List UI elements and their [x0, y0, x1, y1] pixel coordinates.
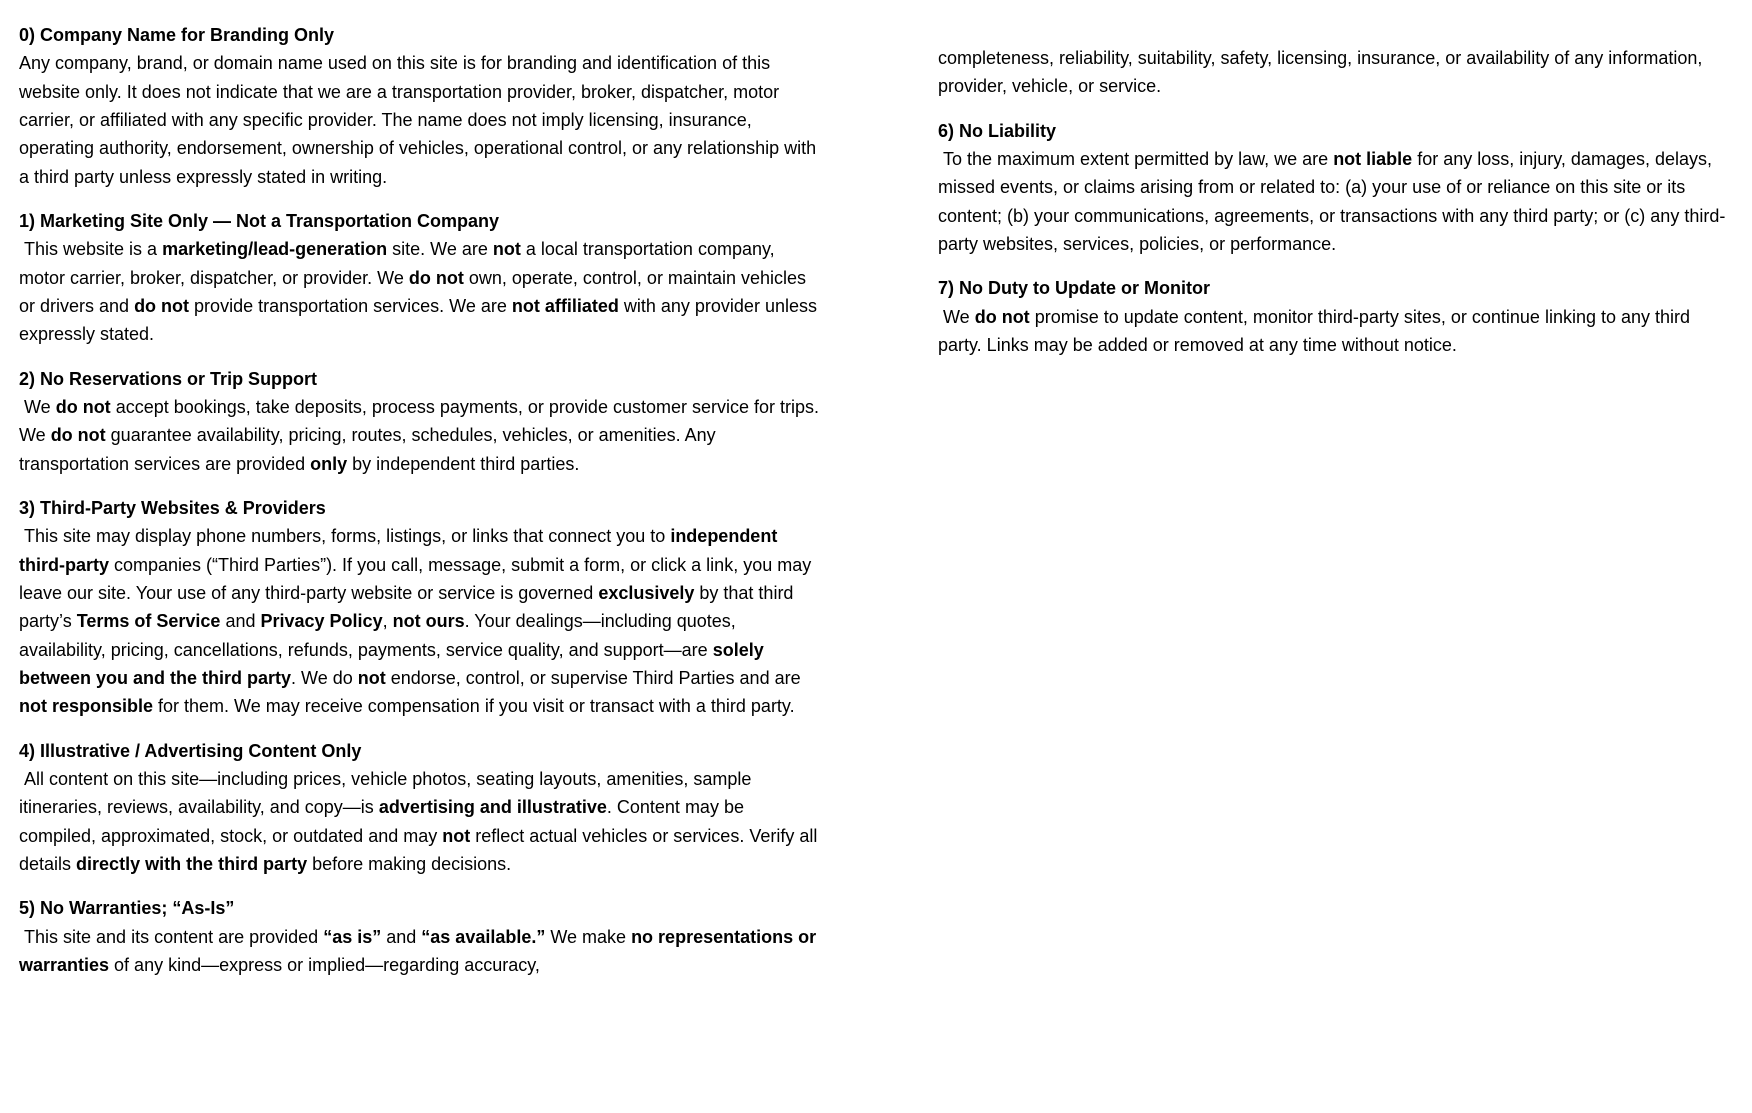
body-text: We [938, 306, 975, 327]
body-text: reflect actual vehicles or services. Verify all details [19, 825, 823, 874]
body-text: site. We are [387, 239, 493, 260]
body-text: completeness, reliability, suitability, safety, licensing, insurance, or availability of any information, provider, vehicle, or service. [938, 48, 1708, 97]
section-heading: 6) No Liability [938, 120, 1057, 141]
emphasized-text: “as available.” [421, 926, 546, 947]
body-text: and [381, 926, 422, 947]
body-text: promise to update content, monitor third-party sites, or continue linking to any third party. Links may be added or removed at any time without notice. [938, 306, 1696, 355]
body-text: To the maximum extent permitted by law, we are [938, 148, 1334, 169]
section-1-marketing-site-only [19, 207, 823, 349]
emphasized-text: not responsible [19, 696, 154, 717]
section-heading: 0) Company Name for Branding Only [19, 25, 335, 45]
body-text: Any company, brand, or domain name used on this site is for branding and identification of this website only. It does not indicate that we are a transportation provider, broker, dispatcher, motor carrier, or affiliated with any specific provider. The name does not imply licensing, insurance, operating authority, endorsement, ownership of vehicles, operational control, or any relationship with a third party unless expressly stated in writing. [19, 53, 822, 187]
body-text: All content on this site—including prices, vehicle photos, seating layouts, amenities, sample itineraries, reviews, availability, and copy—is [19, 768, 757, 818]
emphasized-text: not liable [1333, 148, 1413, 169]
body-text: . We do [291, 667, 358, 688]
emphasized-text: directly with the third party [76, 853, 308, 874]
body-text: own, operate, control, or maintain vehicles or drivers and [19, 267, 812, 316]
emphasized-text: advertising and illustrative [378, 797, 607, 818]
body-text: for any loss, injury, damages, delays, missed events, or claims arising from or related to: (a) your use of or reliance on this site or its content; (b) your communications, agreements, or transactions with any third party; or (c) any third-party websites, services, policies, or performance. [938, 148, 1726, 254]
body-text: a local transportation company, motor carrier, broker, dispatcher, or provider. We [19, 239, 780, 288]
emphasized-text: exclusively [598, 582, 695, 603]
body-text: by that third party’s [19, 582, 799, 632]
body-text: endorse, control, or supervise Third Parties and are [385, 667, 806, 688]
body-text: , [382, 611, 393, 632]
emphasized-text: only [310, 453, 348, 474]
emphasized-text: “as is” [323, 926, 382, 947]
section-2-no-reservations [19, 365, 823, 478]
emphasized-text: do not [55, 396, 111, 417]
section-3-third-party-websites [19, 494, 823, 721]
section-6-no-liability [938, 117, 1738, 259]
emphasized-text: do not [134, 295, 190, 316]
left-text-column [19, 21, 823, 979]
body-text: before making decisions. [307, 853, 512, 874]
body-text: We make [545, 926, 632, 947]
emphasized-text: do not [974, 306, 1030, 327]
body-text: provide transportation services. We are [189, 295, 512, 316]
body-text: and [220, 611, 261, 632]
section-heading: 5) No Warranties; “As-Is” [19, 898, 235, 919]
section-heading: 7) No Duty to Update or Monitor [938, 278, 1210, 299]
emphasized-text: do not [408, 267, 464, 288]
body-text: guarantee availability, pricing, routes, schedules, vehicles, or amenities. Any transportation services are provided [19, 425, 721, 474]
body-text: with any provider unless expressly stated. [19, 295, 822, 345]
body-text: of any kind—express or implied—regarding accuracy, [109, 954, 540, 975]
section-heading: 3) Third-Party Websites & Providers [19, 497, 326, 518]
section-5-no-warranties [19, 894, 823, 979]
emphasized-text: Terms of Service [76, 611, 221, 632]
emphasized-text: not affiliated [511, 295, 619, 316]
body-text: . Content may be compiled, approximated, stock, or outdated and may [19, 797, 749, 846]
emphasized-text: Privacy Policy [260, 611, 383, 632]
emphasized-text: do not [50, 425, 106, 446]
section-7-no-duty-to-update [938, 274, 1738, 359]
body-text: This site and its content are provided [19, 926, 324, 947]
emphasized-text: solely between you and the third party [19, 639, 769, 688]
section-5-no-warranties-continued [938, 44, 1738, 101]
body-text: This website is a [19, 239, 163, 260]
body-text: This site may display phone numbers, forms, listings, or links that connect you to [19, 526, 671, 547]
body-text: We [19, 396, 56, 417]
emphasized-text: not [492, 239, 521, 260]
body-text: by independent third parties. [347, 453, 580, 474]
section-heading: 4) Illustrative / Advertising Content Only [19, 740, 362, 761]
section-0-company-name [19, 21, 823, 191]
body-text: companies (“Third Parties”). If you call, message, submit a form, or click a link, you may leave our site. Your use of any third-party website or service is governed [19, 554, 817, 603]
body-text: . Your dealings—including quotes, availability, pricing, cancellations, refunds, payments, service quality, and support—are [19, 611, 741, 660]
emphasized-text: no representations or warranties [19, 926, 822, 975]
section-4-illustrative-content [19, 737, 823, 879]
section-heading: 2) No Reservations or Trip Support [19, 368, 318, 389]
section-heading: 1) Marketing Site Only — Not a Transportation Company [19, 210, 500, 231]
emphasized-text: marketing/lead-generation [162, 239, 388, 260]
emphasized-text: independent third-party [19, 526, 783, 575]
right-text-column [938, 44, 1738, 359]
emphasized-text: not ours [392, 611, 465, 632]
emphasized-text: not [357, 667, 386, 688]
body-text: accept bookings, take deposits, process payments, or provide customer service for trips. We [19, 396, 825, 446]
emphasized-text: not [442, 825, 471, 846]
body-text: for them. We may receive compensation if you visit or transact with a third party. [153, 696, 795, 717]
